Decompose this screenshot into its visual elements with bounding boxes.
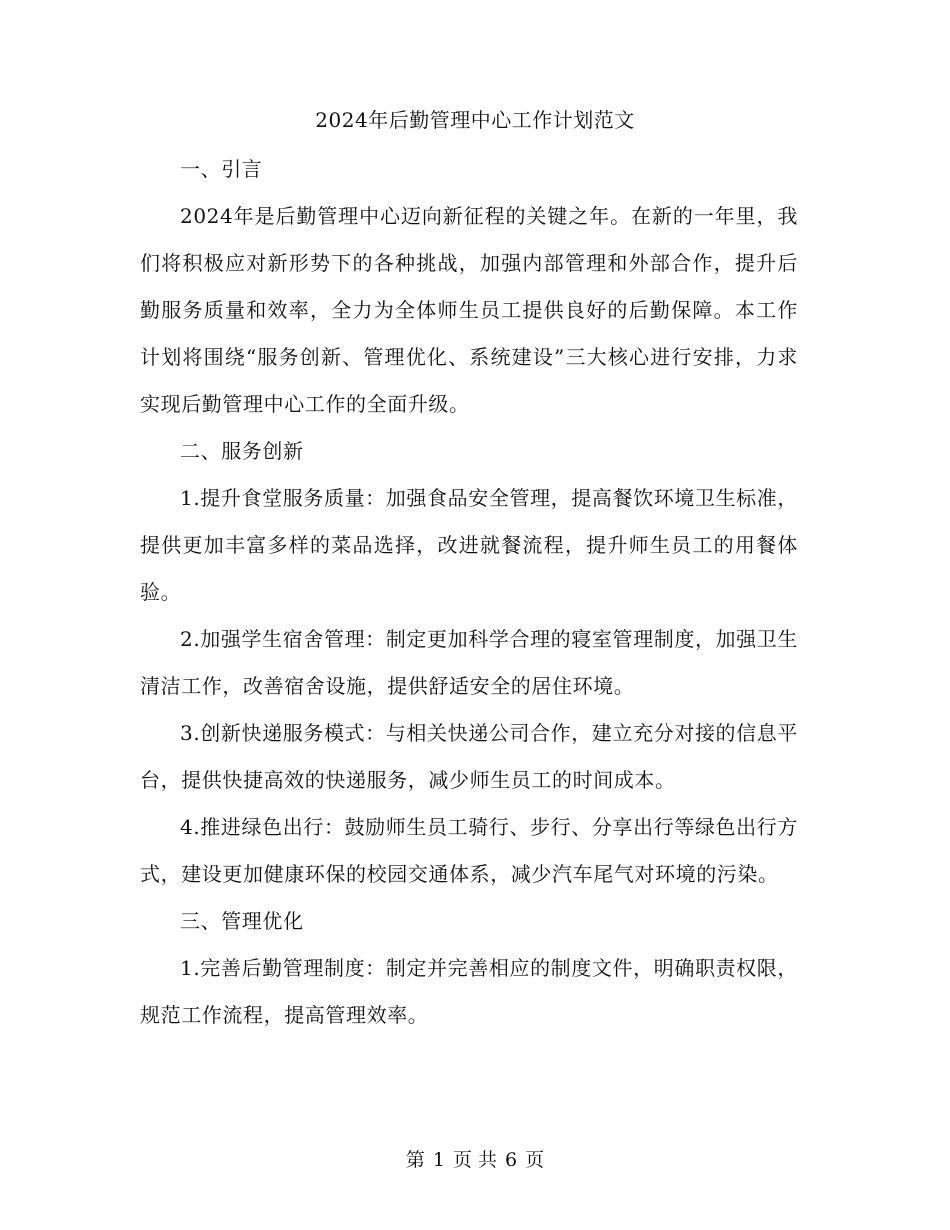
paragraph-express-service: 3.创新快递服务模式：与相关快递公司合作，建立充分对接的信息平台，提供快捷高效的快递服务，减少师生员工的时间成本。 [140,721,798,792]
document-body [140,146,798,1039]
paragraph-introduction: 2024年是后勤管理中心迈向新征程的关键之年。在新的一年里，我们将积极应对新形势下的各种挑战，加强内部管理和外部合作，提升后勤服务质量和效率，全力为全体师生员工提供良好的后勤保障。本工作计划将围绕“服务创新、管理优化、系统建设”三大核心进行安排，力求实现后勤管理中心工作的全面升级。 [140,204,798,416]
paragraph-dormitory-management: 2.加强学生宿舍管理：制定更加科学合理的寝室管理制度，加强卫生清洁工作，改善宿舍设施，提供舒适安全的居住环境。 [140,627,798,698]
page-label-suffix: 页 [525,1149,545,1171]
paragraph-management-system: 1.完善后勤管理制度：制定并完善相应的制度文件，明确职责权限，规范工作流程，提高管理效率。 [140,956,798,1027]
current-page-number: 1 [432,1149,445,1171]
page-label-mid: 页 共 [452,1149,498,1171]
page-number-footer [0,1146,950,1174]
paragraph-canteen-service: 1.提升食堂服务质量：加强食品安全管理，提高餐饮环境卫生标准，提供更加丰富多样的菜品选择，改进就餐流程，提升师生员工的用餐体验。 [140,486,798,604]
section-heading-management-optimization: 三、管理优化 [180,909,304,933]
total-pages-number: 6 [505,1149,518,1171]
section-heading-service-innovation: 二、服务创新 [180,439,304,463]
page-label-prefix: 第 [405,1149,425,1171]
paragraph-green-travel: 4.推进绿色出行：鼓励师生员工骑行、步行、分享出行等绿色出行方式，建设更加健康环保的校园交通体系，减少汽车尾气对环境的污染。 [140,815,798,886]
section-heading-introduction: 一、引言 [180,157,263,181]
document-title: 2024年后勤管理中心工作计划范文 [315,108,635,132]
